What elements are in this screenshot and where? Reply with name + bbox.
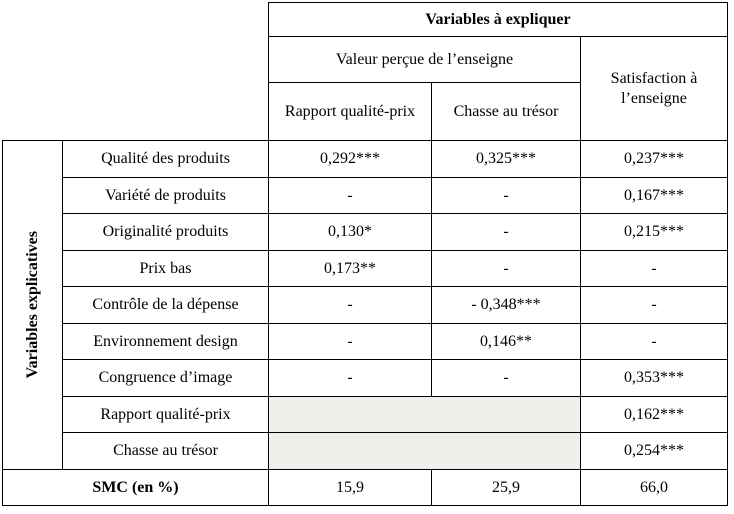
cell-value: - bbox=[581, 324, 728, 360]
side-label-cell bbox=[3, 141, 63, 470]
cell-value: - bbox=[269, 178, 432, 214]
cell-value: 0,292*** bbox=[269, 141, 432, 178]
cell-value: 0,130* bbox=[269, 214, 432, 251]
row-label: Chasse au trésor bbox=[63, 433, 269, 470]
header-chasse-au-tresor: Chasse au trésor bbox=[432, 83, 581, 141]
row-label: Originalité produits bbox=[63, 214, 269, 251]
cell-value: 0,237*** bbox=[581, 141, 728, 178]
header-rapport-qualite-prix: Rapport qualité-prix bbox=[269, 83, 432, 141]
shaded-empty-cell bbox=[269, 433, 581, 470]
header-variables-a-expliquer: Variables à expliquer bbox=[269, 3, 728, 37]
row-label: Contrôle de la dépense bbox=[63, 287, 269, 324]
cell-value: 0,325*** bbox=[432, 141, 581, 178]
row-label: Qualité des produits bbox=[63, 141, 269, 178]
cell-value: 0,173** bbox=[269, 251, 432, 287]
table-row bbox=[3, 287, 728, 324]
cell-value: 0,254*** bbox=[581, 433, 728, 470]
footer-value: 15,9 bbox=[269, 470, 432, 506]
footer-value: 25,9 bbox=[432, 470, 581, 506]
table-row bbox=[3, 433, 728, 470]
cell-value: - bbox=[581, 251, 728, 287]
corner-blank bbox=[3, 3, 269, 141]
cell-value: 0,167*** bbox=[581, 178, 728, 214]
results-table bbox=[2, 2, 728, 506]
cell-value: - bbox=[432, 214, 581, 251]
cell-value: - bbox=[432, 360, 581, 397]
footer-label: SMC (en %) bbox=[3, 470, 269, 506]
row-label: Environnement design bbox=[63, 324, 269, 360]
table-row bbox=[3, 141, 728, 178]
cell-value: 0,353*** bbox=[581, 360, 728, 397]
cell-value: 0,146** bbox=[432, 324, 581, 360]
cell-value: - 0,348*** bbox=[432, 287, 581, 324]
table-row bbox=[3, 397, 728, 433]
shaded-empty-cell bbox=[269, 397, 581, 433]
footer-value: 66,0 bbox=[581, 470, 728, 506]
footer-row bbox=[3, 470, 728, 506]
table-row bbox=[3, 214, 728, 251]
header-valeur-percue: Valeur perçue de l’enseigne bbox=[269, 37, 581, 83]
table-row bbox=[3, 324, 728, 360]
cell-value: - bbox=[269, 287, 432, 324]
side-label: Variables explicatives bbox=[23, 231, 41, 379]
table-row bbox=[3, 360, 728, 397]
row-label: Congruence d’image bbox=[63, 360, 269, 397]
cell-value: - bbox=[581, 287, 728, 324]
cell-value: - bbox=[269, 324, 432, 360]
header-satisfaction: Satisfaction à l’enseigne bbox=[581, 37, 728, 141]
cell-value: - bbox=[432, 178, 581, 214]
table-row bbox=[3, 178, 728, 214]
table-row bbox=[3, 251, 728, 287]
cell-value: - bbox=[432, 251, 581, 287]
row-label: Prix bas bbox=[63, 251, 269, 287]
cell-value: 0,215*** bbox=[581, 214, 728, 251]
cell-value: - bbox=[269, 360, 432, 397]
row-label: Variété de produits bbox=[63, 178, 269, 214]
cell-value: 0,162*** bbox=[581, 397, 728, 433]
row-label: Rapport qualité-prix bbox=[63, 397, 269, 433]
